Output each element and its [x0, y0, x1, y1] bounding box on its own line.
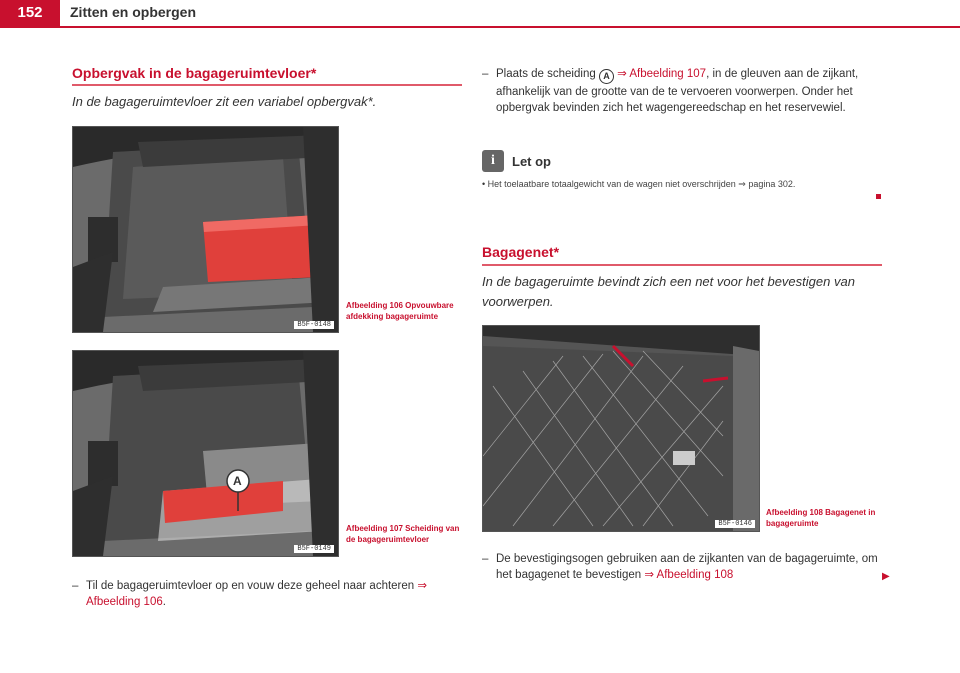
note-body: • Het toelaatbare totaalgewicht van de wagen niet overschrijden ⇒ pagina 302.: [482, 179, 796, 189]
section-lead: In de bagageruimte bevindt zich een net voor het bevestigen van voorwerpen.: [482, 274, 855, 309]
link-figure-108[interactable]: ⇒ Afbeelding 108: [644, 569, 734, 581]
figure-code: B5F-0148: [294, 321, 334, 329]
arrow-right-icon: ▶: [882, 571, 890, 582]
step-place-divider: – Plaats de scheiding A ⇒ Afbeelding 107, in de gleuven aan de zijkant, afhankelijk van de grootte van de te vervoeren voorwerpen. Onder het opbergvak bevinden zich het wagengereedschap en het reservewiel.: [482, 68, 859, 114]
step-place-divider-rest: , in de gleuven aan de zijkant, afhankelijk van de grootte van de te vervoeren voorwerpen. Onder het opbergvak bevinden zich het wagengereedschap en het reservewiel.: [496, 68, 859, 114]
step-place-divider-text: Plaats de scheiding: [496, 68, 596, 80]
chapter-title: Zitten en opbergen: [70, 4, 196, 20]
header-rule: [0, 26, 960, 28]
page-number: 152: [0, 0, 60, 26]
note-header: [482, 150, 551, 172]
figure-code: B5F-0146: [715, 520, 755, 528]
step-attach-net-text: De bevestigingsogen gebruiken aan de zijkanten van de bagageruimte, om het bagagenet te bevestigen: [496, 553, 878, 581]
figure-106-image: [72, 126, 339, 333]
section-lead: In de bagageruimtevloer zit een variabel opbergvak*.: [72, 94, 377, 109]
figure-107-caption: Afbeelding 107 Scheiding van de bagageruimtevloer: [346, 524, 460, 544]
info-icon: i: [482, 150, 504, 172]
figure-107-image: [72, 350, 339, 557]
section-heading-rule: [72, 84, 462, 86]
note-title: Let op: [512, 153, 551, 169]
link-figure-107[interactable]: ⇒ Afbeelding 107: [617, 68, 707, 80]
figure-108-caption: Afbeelding 108 Bagagenet in bagageruimte: [766, 508, 876, 528]
section-heading-rule: [482, 264, 882, 266]
label-a-icon: A: [599, 69, 614, 84]
step-end: .: [162, 596, 166, 608]
figure-code: B5F-0149: [294, 545, 334, 553]
step-lift-floor: – Til de bagageruimtevloer op en vouw deze geheel naar achteren ⇒ Afbeelding 106.: [72, 580, 428, 608]
figure-107-label-a: A: [233, 474, 242, 488]
step-attach-net: – De bevestigingsogen gebruiken aan de zijkanten van de bagageruimte, om het bagagenet te bevestigen ⇒ Afbeelding 108: [482, 553, 878, 581]
link-figure-106[interactable]: ⇒ Afbeelding 106: [86, 580, 428, 608]
note-text: Het toelaatbare totaalgewicht van de wagen niet overschrijden ⇒ pagina 302.: [487, 179, 796, 189]
figure-108-image: [482, 325, 760, 532]
end-marker: [876, 194, 881, 199]
section-heading-bagagenet: Bagagenet*: [482, 244, 560, 260]
figure-106-caption: Afbeelding 106 Opvouwbare afdekking bagageruimte: [346, 301, 454, 321]
section-heading-opbergvak: Opbergvak in de bagageruimtevloer*: [72, 65, 317, 81]
step-lift-floor-text: Til de bagageruimtevloer op en vouw deze geheel naar achteren: [86, 580, 415, 592]
